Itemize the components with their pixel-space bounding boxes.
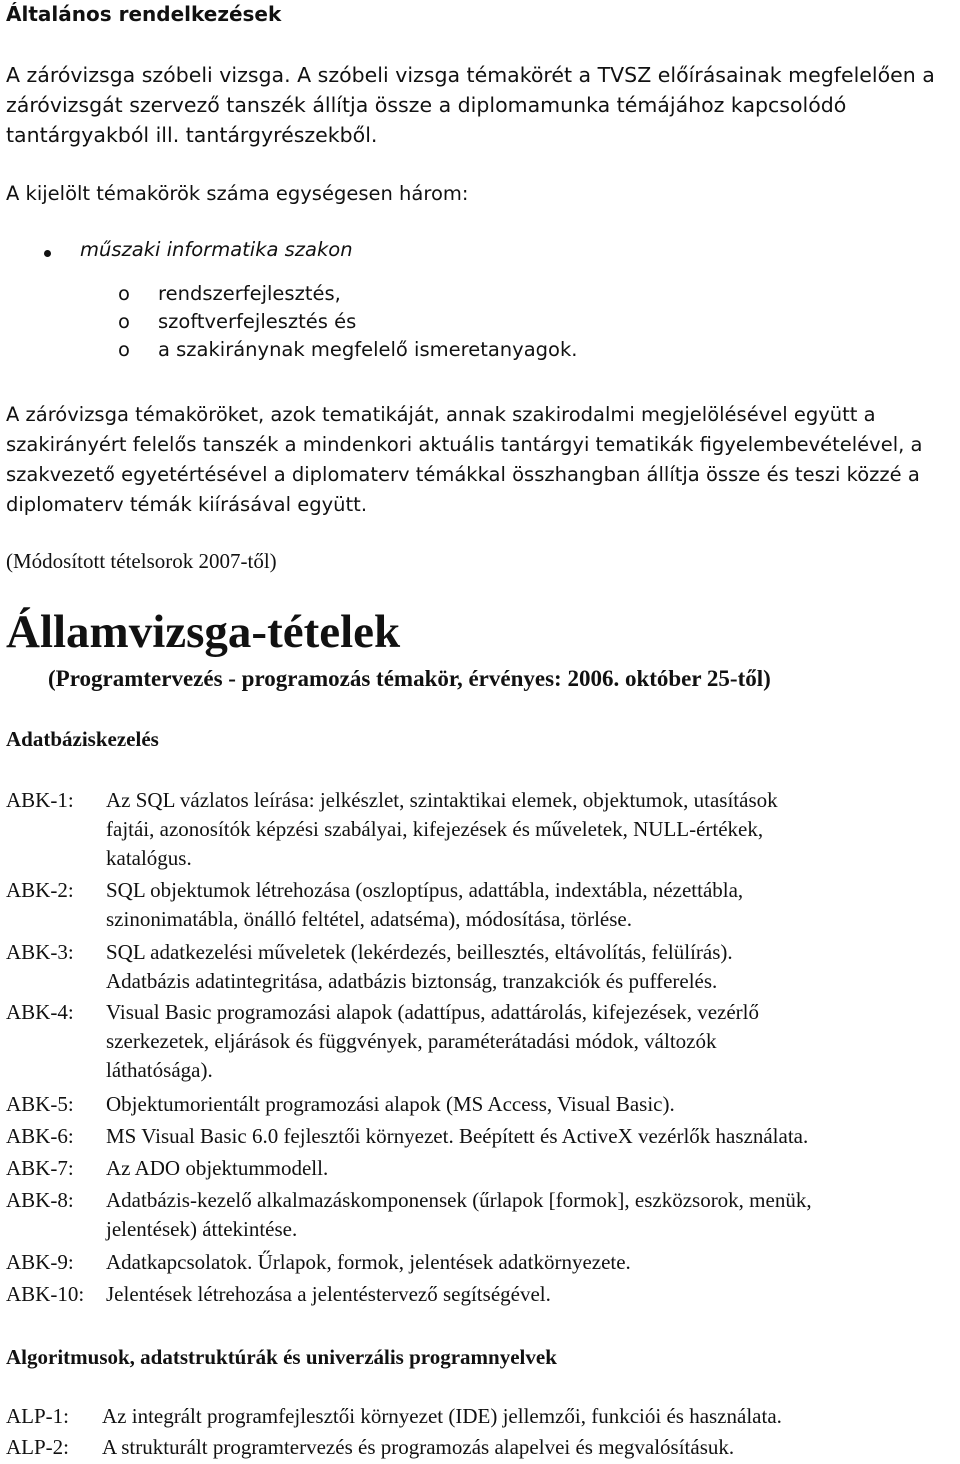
section-title-algorithms: Algoritmusok, adatstruktúrák és univerzális programnyelvek [6,1345,557,1369]
paragraph-intro [6,60,935,150]
item-line: SQL adatkezelési műveletek (lekérdezés, beillesztés, eltávolítás, felülírás). [106,940,733,964]
paragraph-line: A záróvizsga szóbeli vizsga. A szóbeli vizsga témakörét a TVSZ előírásainak megfelelően a [6,63,935,87]
item-description: Objektumorientált programozási alapok (MS Access, Visual Basic). [106,1092,675,1116]
item-code: ABK-10: [6,1282,85,1306]
item-code: ABK-8: [6,1188,74,1212]
item-line: Visual Basic programozási alapok (adattípus, adattárolás, kifejezések, vezérlő [106,1000,759,1024]
item-description [106,786,778,873]
item-line: szinonimatábla, önálló feltétel, adatséma), módosítása, törlése. [106,907,632,931]
item-line: katalógus. [106,846,192,870]
circle-bullet-icon: o [118,338,130,361]
item-line: jelentések) áttekintése. [106,1217,298,1241]
item-description [106,1186,812,1244]
bullet-icon [44,250,51,257]
item-code: ABK-6: [6,1124,74,1148]
circle-bullet-icon: o [118,282,130,305]
item-description: Jelentések létrehozása a jelentéstervező segítségével. [106,1282,551,1306]
section-title-databases: Adatbáziskezelés [6,727,159,751]
item-code: ALP-1: [6,1404,69,1428]
list-item-major: műszaki informatika szakon [80,238,353,261]
paragraph-line: szakvezető egyetértésével a diplomaterv témákkal összhangban állítja össze és teszi közzé a [6,463,920,486]
item-line: szerkezetek, eljárások és függvények, paraméterátadási módok, változók [106,1029,717,1053]
item-code: ABK-3: [6,940,74,964]
paragraph-line: A záróvizsga témaköröket, azok tematikáját, annak szakirodalmi megjelölésével együtt a [6,403,876,426]
circle-bullet-icon: o [118,310,130,333]
modified-note: (Módosított tételsorok 2007-től) [6,549,277,573]
paragraph-line: diplomaterv témák kiírásával együtt. [6,493,368,516]
item-description: A strukturált programtervezés és programozás alapelvei és megvalósításuk. [102,1435,735,1459]
paragraph-topic-count: A kijelölt témakörök száma egységesen három: [6,182,469,205]
item-description: Az ADO objektummodell. [106,1156,329,1180]
item-code: ALP-2: [6,1435,69,1459]
item-description [106,938,733,996]
page-title: Államvizsga-tételek [6,606,401,658]
item-line: láthatósága). [106,1058,213,1082]
item-code: ABK-9: [6,1250,74,1274]
item-code: ABK-4: [6,1000,74,1024]
item-description: Az integrált programfejlesztői környezet (IDE) jellemzői, funkciói és használata. [102,1404,782,1428]
list-item-sub: rendszerfejlesztés, [158,282,341,305]
item-line: Adatbázis adatintegritása, adatbázis biztonság, tranzakciók és pufferelés. [106,969,718,993]
item-code: ABK-7: [6,1156,74,1180]
paragraph-line: záróvizsgát szervező tanszék állítja össze a diplomamunka témájához kapcsolódó [6,93,847,117]
heading-general: Általános rendelkezések [6,2,282,26]
item-line: SQL objektumok létrehozása (oszloptípus, adattábla, indextábla, nézettábla, [106,878,744,902]
page-subtitle: (Programtervezés - programozás témakör, érvényes: 2006. október 25-től) [48,666,771,691]
item-line: Az SQL vázlatos leírása: jelkészlet, szintaktikai elemek, objektumok, utasítások [106,788,778,812]
paragraph-rules [6,400,922,520]
list-item-sub: szoftverfejlesztés és [158,310,357,333]
item-line: Adatbázis-kezelő alkalmazáskomponensek (űrlapok [formok], eszközsorok, menük, [106,1188,812,1212]
item-description: MS Visual Basic 6.0 fejlesztői környezet. Beépített és ActiveX vezérlők használata. [106,1124,809,1148]
item-code: ABK-2: [6,878,74,902]
paragraph-line: tantárgyakból ill. tantárgyrészekből. [6,123,378,147]
item-code: ABK-1: [6,788,74,812]
item-code: ABK-5: [6,1092,74,1116]
paragraph-line: szakirányért felelős tanszék a mindenkori aktuális tantárgyi tematikák figyelembevételével, a [6,433,923,456]
item-line: fajtái, azonosítók képzési szabályai, kifejezések és műveletek, NULL-értékek, [106,817,764,841]
item-description: Adatkapcsolatok. Űrlapok, formok, jelentések adatkörnyezete. [106,1250,631,1274]
item-description [106,876,743,934]
list-item-sub: a szakiránynak megfelelő ismeretanyagok. [158,338,578,361]
item-description [106,998,759,1085]
